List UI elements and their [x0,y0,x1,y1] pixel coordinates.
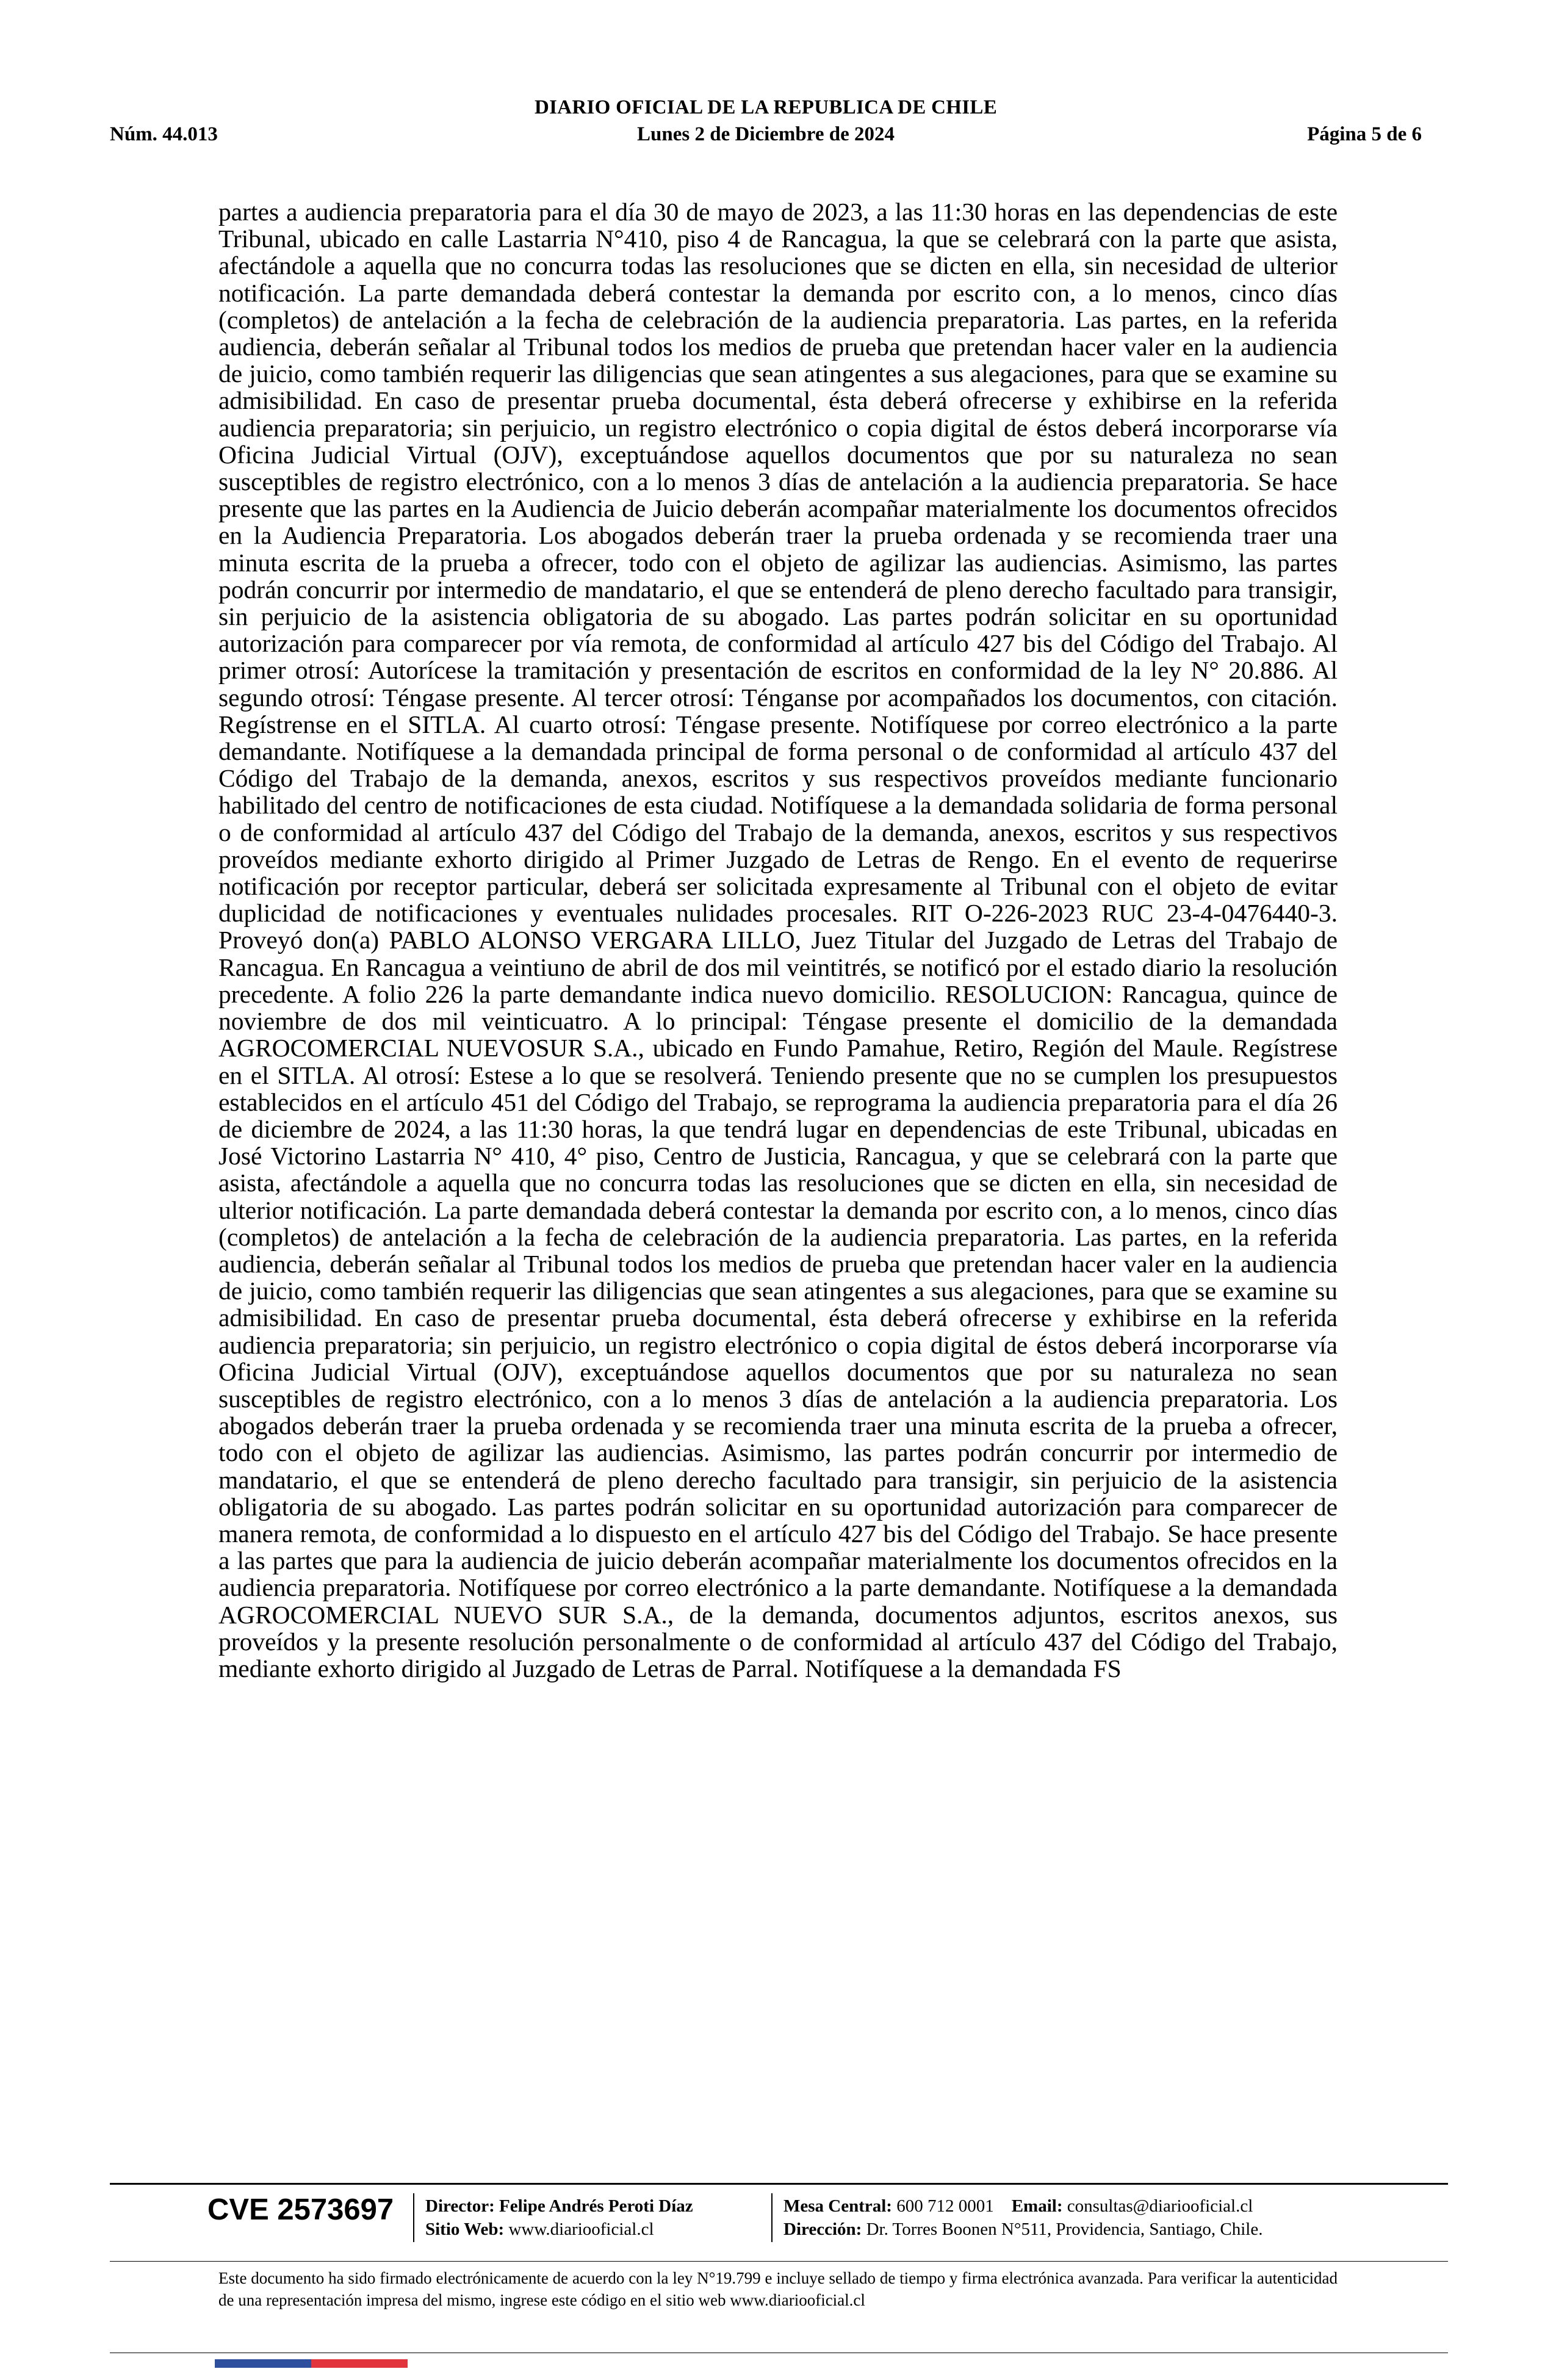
website-label: Sitio Web: [425,2220,505,2239]
website-line [425,2218,693,2241]
website-link[interactable]: www.diariooficial.cl [508,2220,654,2239]
footer-separator [413,2193,414,2242]
cve-code: CVE 2573697 [207,2193,394,2226]
issue-number: Núm. 44.013 [110,123,218,145]
mesa-central-phone: 600 712 0001 [896,2196,994,2216]
footer-divider-middle [110,2261,1448,2262]
legal-notice: Este documento ha sido firmado electrónicamente de acuerdo con la ley N°19.799 e incluye sellado de tiempo y firma electrónica avanzada. Para verificar la autenticidad de una representación impresa del mismo, ingrese este código en el sitio web www.diariooficial.cl [218,2269,1338,2309]
page-number: Página 5 de 6 [1307,123,1422,145]
email-link[interactable]: consultas@diariooficial.cl [1067,2196,1253,2216]
footer-divider-top [110,2183,1448,2185]
director-label: Director: [425,2196,495,2216]
mesa-central-label: Mesa Central: [783,2196,892,2216]
page-header [110,92,1422,159]
director-line [425,2194,693,2218]
director-block [425,2194,693,2241]
contact-block [783,2194,1262,2241]
document-body: partes a audiencia preparatoria para el día 30 de mayo de 2023, a las 11:30 horas en las dependencias de este Tribunal, ubicado en calle Lastarria N°410, piso 4 de Rancagua, la que se celebrará con la parte que asista, afectándole a aquella que no concurra todas las resoluciones que se dicten en ella, sin necesidad de ulterior notificación. La parte demandada deberá contestar la demanda por escrito con, a lo menos, cinco días (completos) de antelación a la fecha de celebración de la audiencia preparatoria. Las partes, en la referida audiencia, deberán señalar al Tribunal todos los medios de prueba que pretendan hacer valer en la audiencia de juicio, como también requerir las diligencias que sean atingentes a sus alegaciones, para que se examine su admisibilidad. En caso de presentar prueba documental, ésta deberá ofrecerse y exhibirse en la referida audiencia preparatoria; sin perjuicio, un registro electrónico o copia digital de éstos deberá incorporarse vía Oficina Judicial Virtual (OJV), exceptuándose aquellos documentos que por su naturaleza no sean susceptibles de registro electrónico, con a lo menos 3 días de antelación a la audiencia preparatoria. Se hace presente que las partes en la Audiencia de Juicio deberán acompañar materialmente los documentos ofrecidos en la Audiencia Preparatoria. Los abogados deberán traer la prueba ordenada y se recomienda traer una minuta escrita de la prueba a ofrecer, todo con el objeto de agilizar las audiencias. Asimismo, las partes podrán concurrir por intermedio de mandatario, el que se entenderá de pleno derecho facultado para transigir, sin perjuicio de la asistencia obligatoria de su abogado. Las partes podrán solicitar en su oportunidad autorización para comparecer por vía remota, de conformidad al artículo 427 bis del Código del Trabajo. Al primer otrosí: Autorícese la tramitación y presentación de escritos en conformidad de la ley N° 20.886. Al segundo otrosí: Téngase presente. Al tercer otrosí: Ténganse por acompañados los documentos, con citación. Regístrense en el SITLA. Al cuarto otrosí: Téngase presente. Notifíquese por correo electrónico a la parte demandante. Notifíquese a la demandada principal de forma personal o de conformidad al artículo 437 del Código del Trabajo de la demanda, anexos, escritos y sus respectivos proveídos mediante funcionario habilitado del centro de notificaciones de esta ciudad. Notifíquese a la demandada solidaria de forma personal o de conformidad al artículo 437 del Código del Trabajo de la demanda, anexos, escritos y sus respectivos proveídos mediante exhorto dirigido al Primer Juzgado de Letras de Rengo. En el evento de requerirse notificación por receptor particular, deberá ser solicitada expresamente al Tribunal con el objeto de evitar duplicidad de notificaciones y eventuales nulidades procesales. RIT O-226-2023 RUC 23-4-0476440-3. Proveyó don(a) PABLO ALONSO VERGARA LILLO, Juez Titular del Juzgado de Letras del Trabajo de Rancagua. En Rancagua a veintiuno de abril de dos mil veintitrés, se notificó por el estado diario la resolución precedente. A folio 226 la parte demandante indica nuevo domicilio. RESOLUCION: Rancagua, quince de noviembre de dos mil veinticuatro. A lo principal: Téngase presente el domicilio de la demandada AGROCOMERCIAL NUEVOSUR S.A., ubicado en Fundo Pamahue, Retiro, Región del Maule. Regístrese en el SITLA. Al otrosí: Estese a lo que se resolverá. Teniendo presente que no se cumplen los presupuestos establecidos en el artículo 451 del Código del Trabajo, se reprograma la audiencia preparatoria para el día 26 de diciembre de 2024, a las 11:30 horas, la que tendrá lugar en dependencias de este Tribunal, ubicadas en José Victorino Lastarria N° 410, 4° piso, Centro de Justicia, Rancagua, y que se celebrará con la parte que asista, afectándole a aquella que no concurra todas las resoluciones que se dicten en ella, sin necesidad de ulterior notificación. La parte demandada deberá contestar la demanda por escrito con, a lo menos, cinco días (completos) de antelación a la fecha de celebración de la audiencia preparatoria. Las partes, en la referida audiencia, deberán señalar al Tribunal todos los medios de prueba que pretendan hacer valer en la audiencia de juicio, como también requerir las diligencias que sean atingentes a sus alegaciones, para que se examine su admisibilidad. En caso de presentar prueba documental, ésta deberá ofrecerse y exhibirse en la referida audiencia preparatoria; sin perjuicio, un registro electrónico o copia digital de éstos deberá incorporarse vía Oficina Judicial Virtual (OJV), exceptuándose aquellos documentos que por su naturaleza no sean susceptibles de registro electrónico, con a lo menos 3 días de antelación a la audiencia preparatoria. Los abogados deberán traer la prueba ordenada y se recomienda traer una minuta escrita de la prueba a ofrecer, todo con el objeto de agilizar las audiencias. Asimismo, las partes podrán concurrir por intermedio de mandatario, el que se entenderá de pleno derecho facultado para transigir, sin perjuicio de la asistencia obligatoria de su abogado. Las partes podrán solicitar en su oportunidad autorización para comparecer de manera remota, de conformidad a lo dispuesto en el artículo 427 bis del Código del Trabajo. Se hace presente a las partes que para la audiencia de juicio deberán acompañar materialmente los documentos ofrecidos en la audiencia preparatoria. Notifíquese por correo electrónico a la parte demandante. Notifíquese a la demandada AGROCOMERCIAL NUEVO SUR S.A., de la demanda, documentos adjuntos, escritos anexos, sus proveídos y la presente resolución personalmente o de conformidad al artículo 437 del Código del Trabajo, mediante exhorto dirigido al Juzgado de Letras de Parral. Notifíquese a la demandada FS [218,198,1338,1682]
phone-email-line [783,2194,1262,2218]
flag-blue-stripe [215,2359,311,2368]
email-label: Email: [1011,2196,1063,2216]
director-name: Felipe Andrés Peroti Díaz [499,2196,693,2216]
address-line [783,2218,1262,2241]
address-label: Dirección: [783,2220,862,2239]
flag-red-stripe [311,2359,408,2368]
publication-date: Lunes 2 de Diciembre de 2024 [637,123,895,145]
publication-title: DIARIO OFICIAL DE LA REPUBLICA DE CHILE [534,96,998,118]
chile-flag-stripe [215,2359,408,2368]
address-value: Dr. Torres Boonen N°511, Providencia, Santiago, Chile. [866,2220,1263,2239]
footer-separator [771,2193,773,2242]
